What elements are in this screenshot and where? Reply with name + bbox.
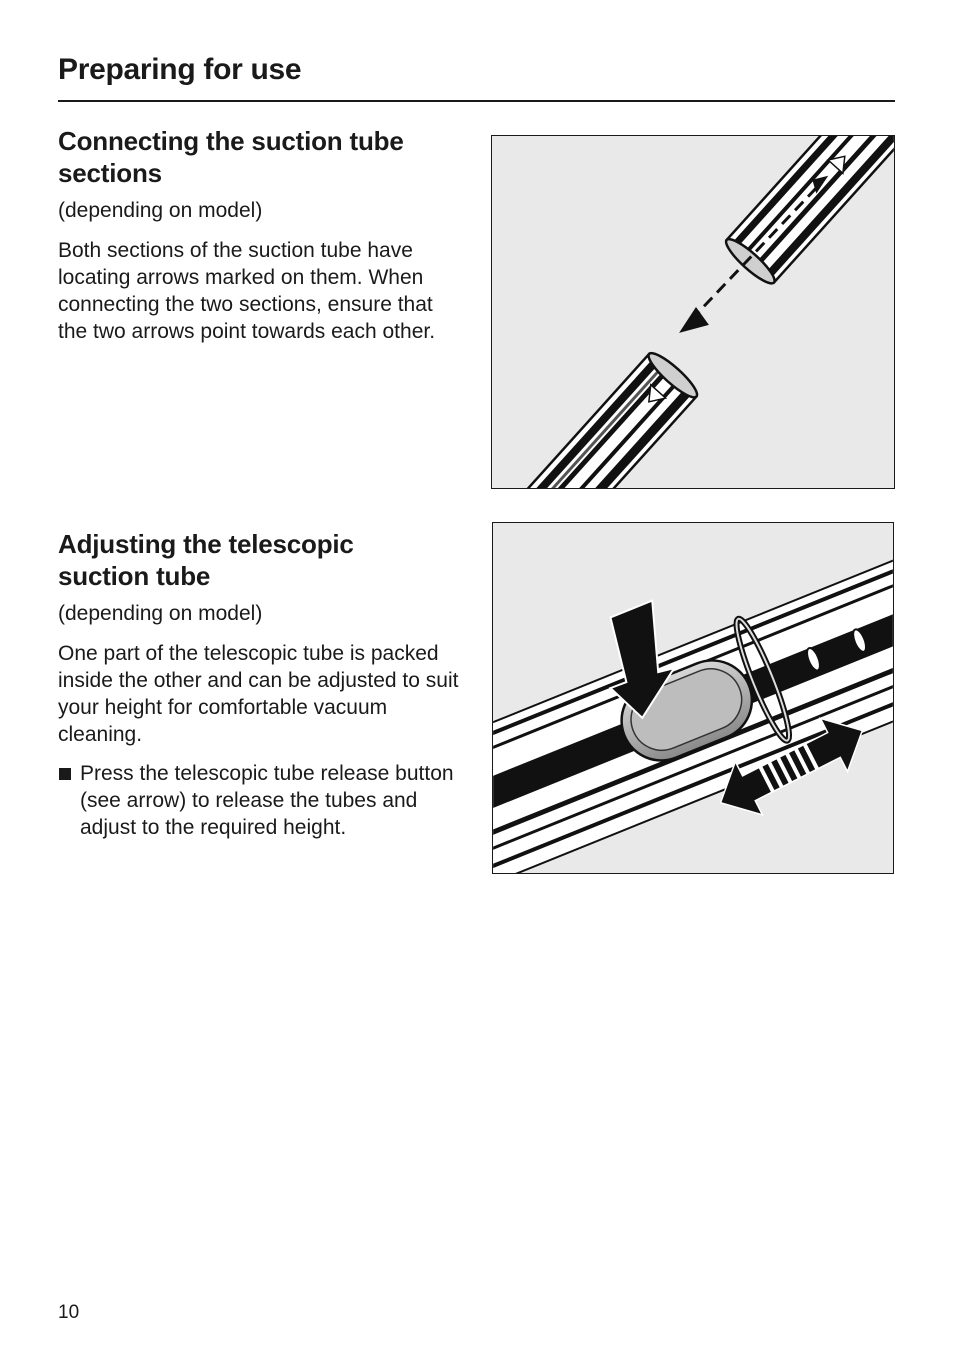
bullet-square-icon <box>58 760 80 841</box>
instruction-bullet <box>58 760 463 841</box>
section-connecting-tube <box>58 125 463 357</box>
section-heading-line-2: suction tube <box>58 561 211 591</box>
page-number: 10 <box>58 1302 80 1323</box>
section-heading <box>58 125 463 189</box>
model-note: (depending on model) <box>58 199 263 222</box>
illustration-telescopic-tube <box>492 522 894 874</box>
section-body: Both sections of the suction tube have locating arrows marked on them. When connecting the two sections, ensure that the two arrows point towards each other. <box>58 239 436 343</box>
section-body: One part of the telescopic tube is packed inside the other and can be adjusted to suit your height for comfortable vacuum cleaning. <box>58 642 459 746</box>
section-telescopic-tube <box>58 528 463 841</box>
section-heading <box>58 528 463 592</box>
title-divider <box>58 100 895 102</box>
illustration-tube-sections <box>491 135 895 489</box>
section-heading-line-1: Adjusting the telescopic <box>58 529 354 559</box>
page-title: Preparing for use <box>58 53 302 86</box>
model-note: (depending on model) <box>58 602 263 625</box>
section-heading-line-2: sections <box>58 158 162 188</box>
section-heading-line-1: Connecting the suction tube <box>58 126 404 156</box>
instruction-text: Press the telescopic tube release button (see arrow) to release the tubes and adjust to the required height. <box>80 762 454 839</box>
